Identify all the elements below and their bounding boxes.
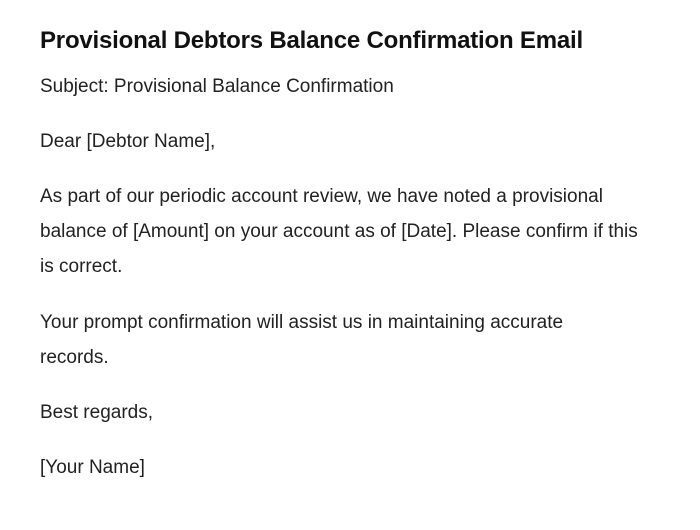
document-title: Provisional Debtors Balance Confirmation Email <box>40 27 583 54</box>
email-greeting: Dear [Debtor Name], <box>40 131 216 152</box>
email-body-paragraph-2: Your prompt confirmation will assist us in maintaining accurate records. <box>40 312 564 368</box>
email-closing: Best regards, <box>40 402 153 423</box>
email-signature: [Your Name] <box>40 457 145 478</box>
email-body-paragraph-1: As part of our periodic account review, we have noted a provisional balance of [Amount] on your account as of [Date]. Please confirm if this is correct. <box>40 186 638 277</box>
email-subject-line: Subject: Provisional Balance Confirmation <box>40 76 394 97</box>
